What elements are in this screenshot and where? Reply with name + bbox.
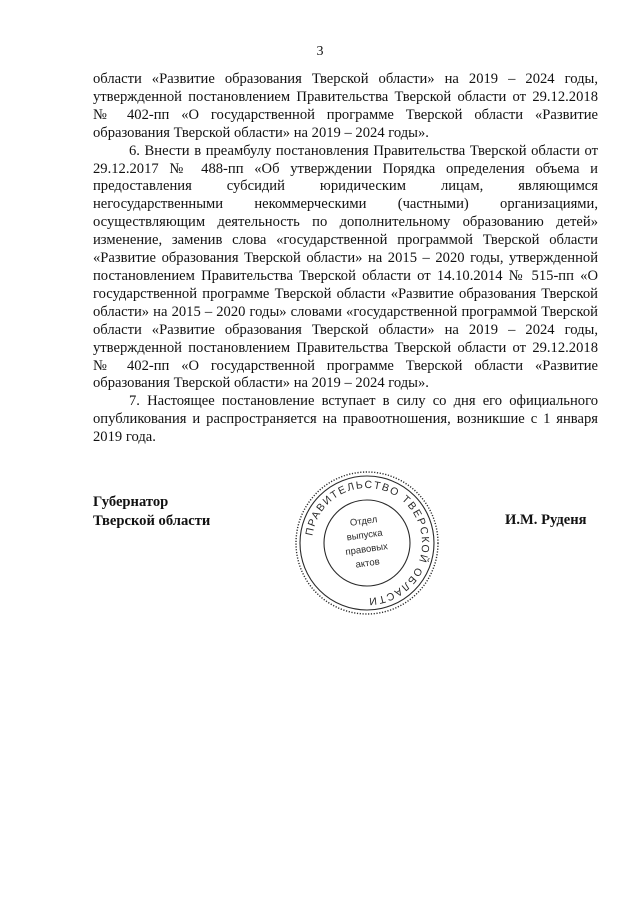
stamp-center-line-2: выпуска: [346, 527, 384, 544]
page-number: 3: [316, 44, 324, 59]
official-stamp: [292, 468, 442, 618]
stamp-ring-text: ПРАВИТЕЛЬСТВО ТВЕРСКОЙ ОБЛАСТИ: [303, 478, 432, 608]
signatory-position-line2: Тверской области: [93, 513, 211, 529]
paragraph-item-6: 6. Внести в преамбулу постановления Правительства Тверской области от 29.12.2017 № 488-пп «Об утверждении Порядка определения объема и предоставления субсидий юридическим лицам, являющимся негосударственными некоммерческими (частными) организациями, осуществляющим деятельность по дополнительному образованию детей» изменение, заменив слова «государственной программой Тверской области «Развитие образования Тверской области» на 2015 – 2020 годы, утвержденной постановлением Правительства Тверской области от 14.10.2014 № 515-пп «О государственной программе Тверской области «Развитие образования Тверской области» на 2015 – 2020 годы» словами «государственной программой Тверской области «Развитие образования Тверской области» на 2019 – 2024 годы, утвержденной постановлением Правительства Тверской области от 29.12.2018 № 402-пп «О государственной программе Тверской области «Развитие образования Тверской области» на 2019 – 2024 годы».: [93, 142, 598, 392]
paragraph-continuation: области «Развитие образования Тверской области» на 2019 – 2024 годы, утвержденной постановлением Правительства Тверской области от 29.12.2018 № 402-пп «О государственной программе Тверской области «Развитие образования Тверской области» на 2019 – 2024 годы».: [93, 71, 598, 141]
stamp-center-text: [345, 514, 389, 570]
signatory-position-line1: Губернатор: [93, 494, 169, 510]
document-body: [93, 71, 598, 447]
stamp-center-line-4: актов: [354, 556, 381, 571]
signatory-position: [93, 493, 210, 531]
paragraph-item-7: 7. Настоящее постановление вступает в силу со дня его официального опубликования и распространяется на правоотношения, возникшие с 1 января 2019 года.: [93, 393, 598, 446]
signatory-name: И.М. Руденя: [505, 512, 587, 528]
stamp-center-line-1: Отдел: [349, 514, 379, 529]
stamp-center-line-3: правовых: [344, 541, 389, 558]
